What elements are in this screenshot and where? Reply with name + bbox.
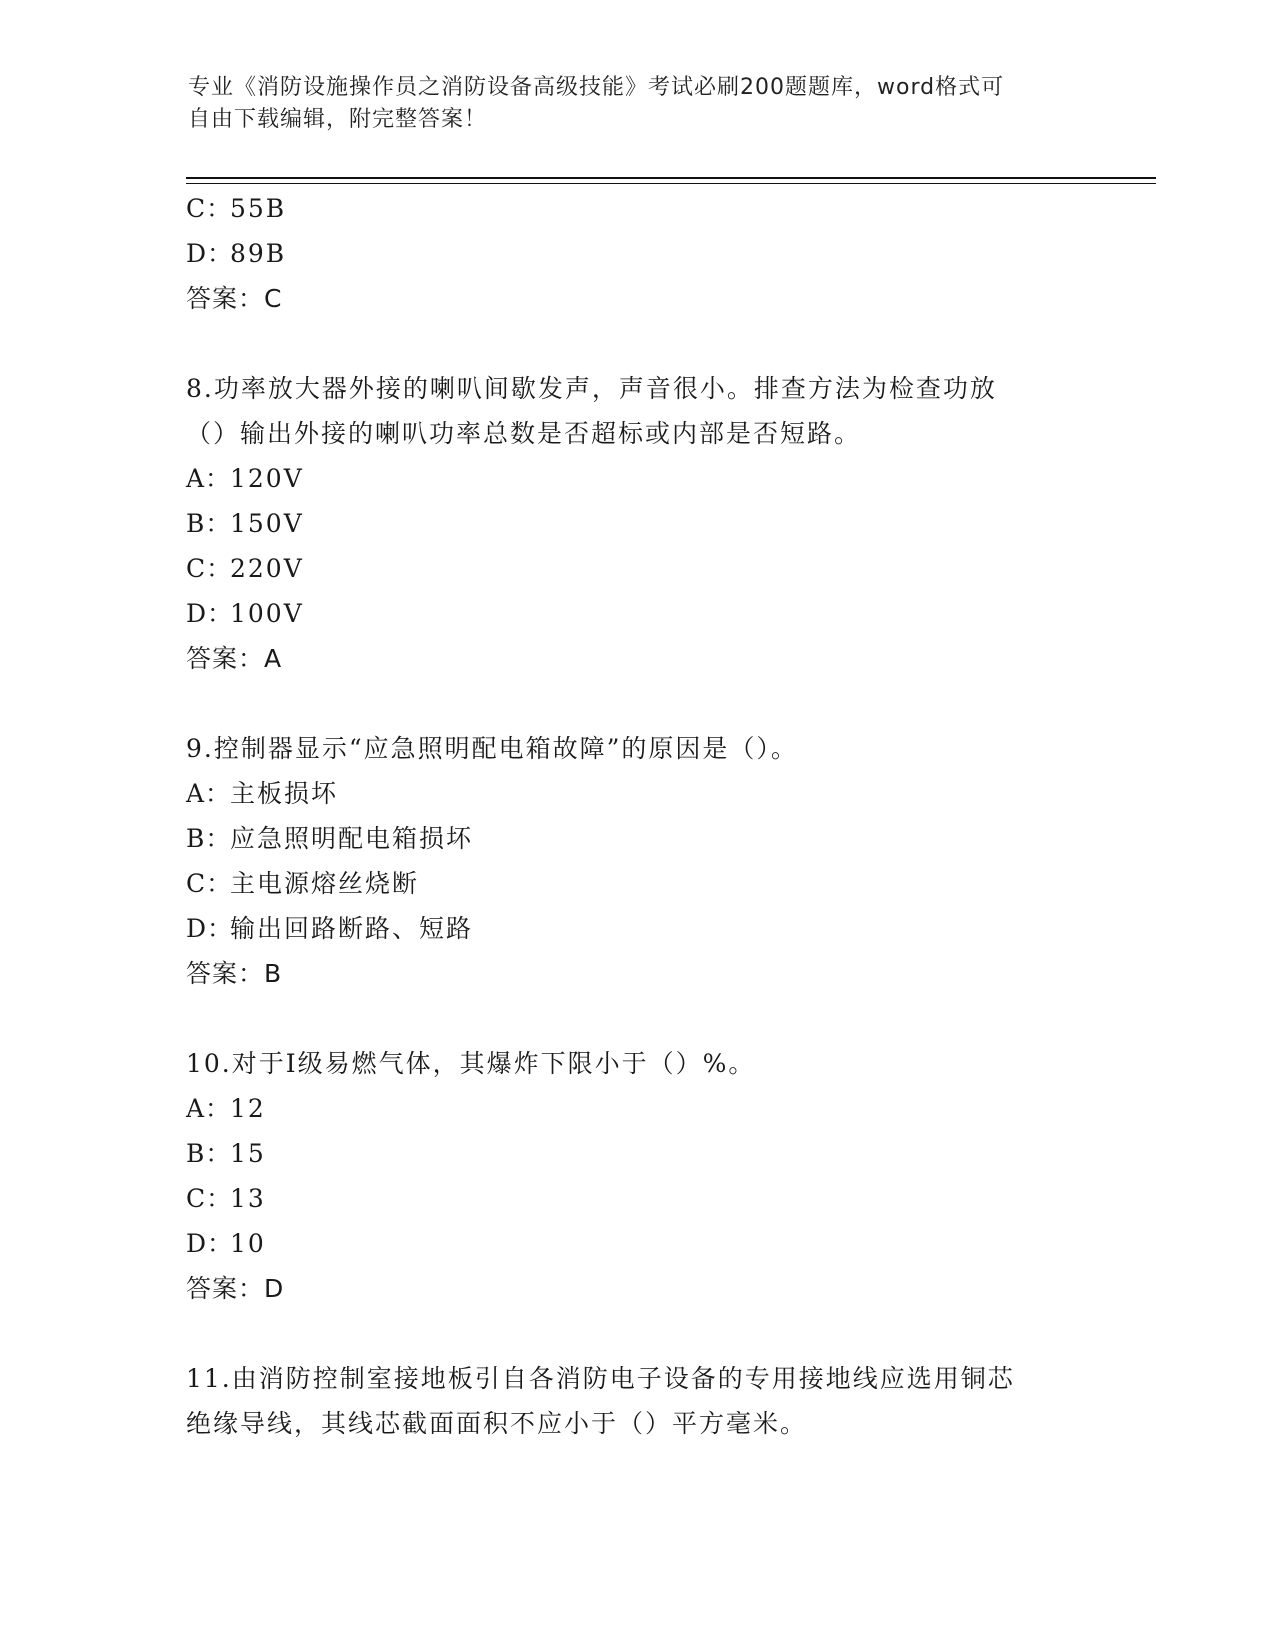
header-divider-thick	[186, 177, 1156, 179]
q7-option-d	[186, 231, 286, 277]
option-key: B：	[186, 824, 232, 853]
q10-option-c	[186, 1176, 266, 1222]
option-key: D：	[186, 599, 234, 628]
option-key: D：	[186, 914, 234, 943]
q9-answer: 答案：B	[186, 959, 283, 988]
option-value: 150V	[230, 509, 304, 538]
option-key: B：	[186, 509, 232, 538]
option-value: 89B	[230, 239, 287, 268]
option-value: 15	[230, 1139, 266, 1168]
q9-option-a	[186, 771, 338, 817]
option-key: D：	[186, 1229, 234, 1258]
option-key: B：	[186, 1139, 232, 1168]
q7-answer: 答案：C	[186, 284, 283, 313]
option-value: 13	[230, 1184, 266, 1213]
q10-option-b	[186, 1131, 266, 1177]
q10-option-a	[186, 1086, 266, 1132]
option-value: 应急照明配电箱损坏	[230, 824, 474, 853]
option-value: 主板损坏	[230, 779, 339, 808]
q9-option-d	[186, 906, 473, 952]
option-key: D：	[186, 239, 234, 268]
option-key: C：	[186, 869, 233, 898]
q8-option-b	[186, 501, 304, 547]
q8-stem-line-2: （）输出外接的喇叭功率总数是否超标或内部是否短路。	[186, 419, 862, 448]
option-value: 主电源熔丝烧断	[230, 869, 420, 898]
q8-option-d	[186, 591, 304, 637]
q7-option-c	[186, 186, 286, 232]
option-value: 100V	[230, 599, 304, 628]
option-value: 10	[230, 1229, 266, 1258]
q10-option-d	[186, 1221, 266, 1267]
option-value: 120V	[230, 464, 304, 493]
q9-stem-line-1: 9.控制器显示“应急照明配电箱故障”的原因是（）。	[186, 734, 798, 763]
header-line-1: 专业《消防设施操作员之消防设备高级技能》考试必刷200题题库，word格式可	[188, 75, 1005, 100]
header-line-2: 自由下载编辑，附完整答案！	[188, 107, 488, 132]
q9-option-c	[186, 861, 419, 907]
option-key: A：	[186, 1094, 232, 1123]
option-key: A：	[186, 464, 232, 493]
document-header	[188, 72, 1078, 136]
option-value: 55B	[230, 194, 287, 223]
q8-option-a	[186, 456, 304, 502]
q10-answer: 答案：D	[186, 1274, 285, 1303]
option-value: 12	[230, 1094, 266, 1123]
q10-stem-line-1: 10.对于Ⅰ级易燃气体，其爆炸下限小于（）%。	[186, 1049, 756, 1078]
q8-stem-line-1: 8.功率放大器外接的喇叭间歇发声，声音很小。排查方法为检查功放	[186, 374, 997, 403]
option-key: C：	[186, 194, 233, 223]
q8-option-c	[186, 546, 304, 592]
option-key: A：	[186, 779, 232, 808]
option-key: C：	[186, 1184, 233, 1213]
q9-option-b	[186, 816, 473, 862]
q11-stem-line-2: 绝缘导线，其线芯截面面积不应小于（）平方毫米。	[186, 1409, 808, 1438]
q8-answer: 答案：A	[186, 644, 283, 673]
header-divider-thin	[186, 183, 1156, 184]
option-value: 220V	[230, 554, 304, 583]
q11-stem-line-1: 11.由消防控制室接地板引自各消防电子设备的专用接地线应选用铜芯	[186, 1364, 1015, 1393]
option-value: 输出回路断路、短路	[230, 914, 474, 943]
option-key: C：	[186, 554, 233, 583]
